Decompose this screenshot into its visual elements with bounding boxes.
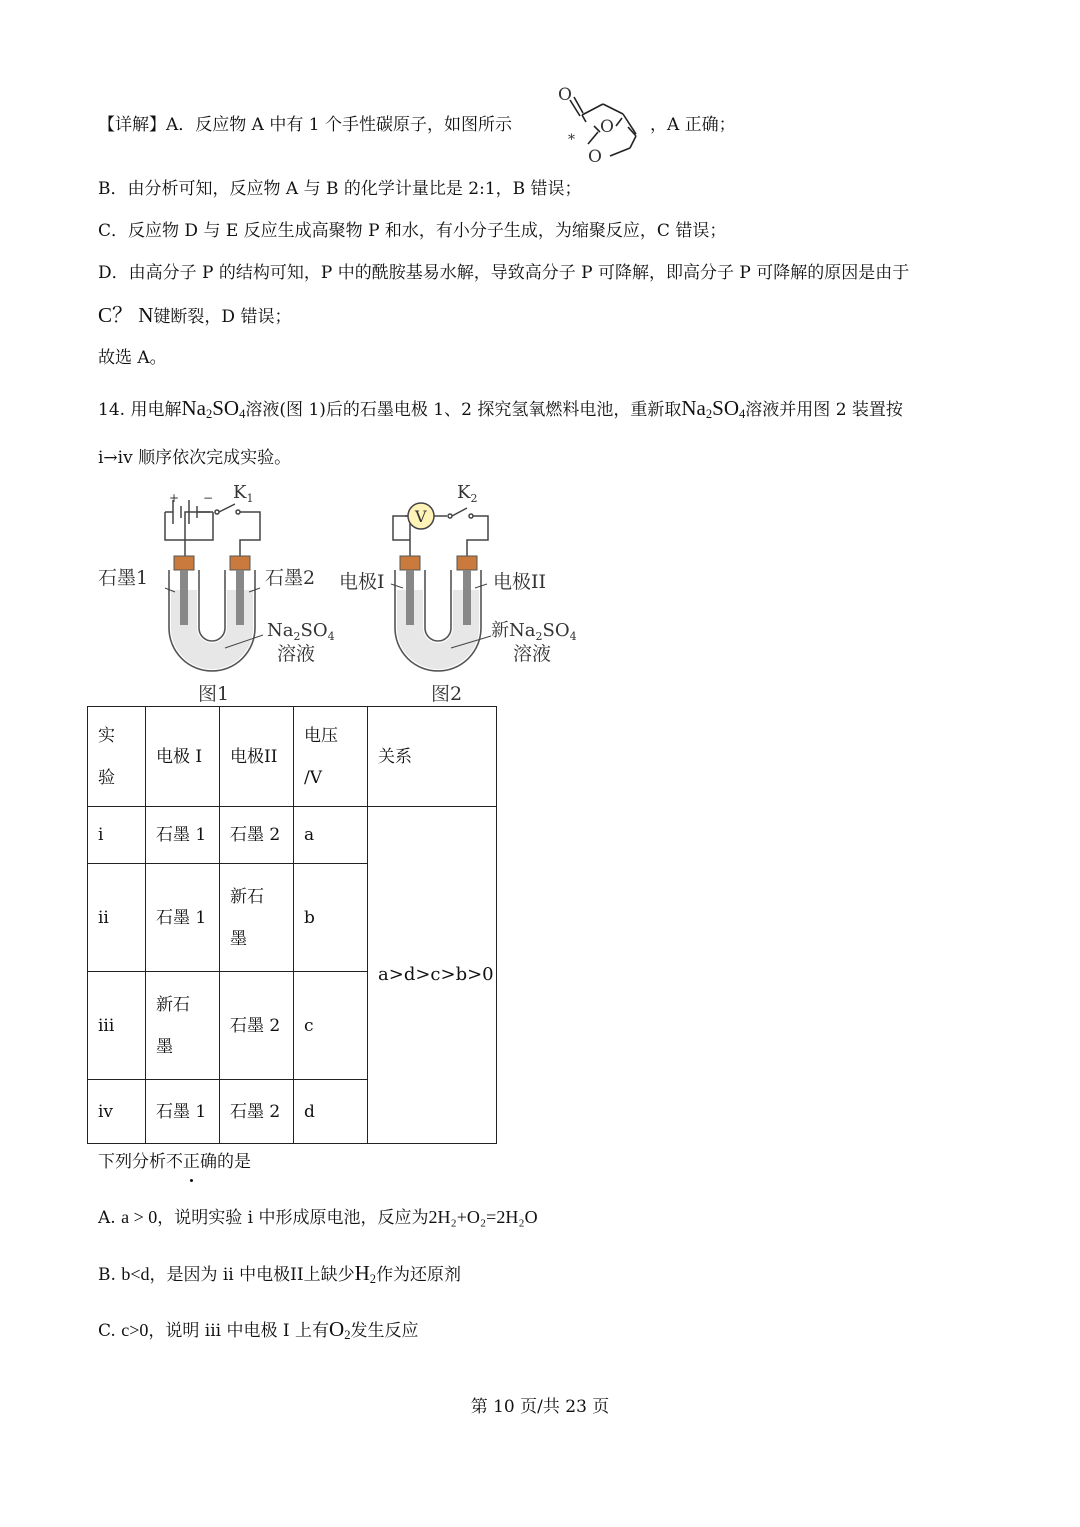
switch-k1-label: $K_1$: [233, 482, 254, 505]
row-exp: ii: [88, 864, 146, 972]
explain-line-a: [98, 113, 512, 137]
row-electrode-2: 石墨 2: [220, 807, 294, 864]
fig1-plus: +: [169, 491, 180, 505]
option-b: B. b<d，是因为 ii 中电极II上缺少$H_2$作为还原剂: [98, 1261, 462, 1286]
chiral-star: *: [568, 132, 575, 148]
explain-line-b: B．由分析可知，反应物 A 与 B 的化学计量比是 2:1，B 错误；: [98, 179, 582, 199]
explain-line-d: D．由高分子 P 的结构可知，P 中的酰胺基易水解，导致高分子 P 可降解，即高分子 P 可降解的原因是由于: [98, 263, 910, 283]
q14-text-c: 溶液并用图 2 装置按: [745, 400, 903, 420]
row-electrode-1: 石墨 1: [146, 864, 220, 972]
graphite-2-label: 石墨2: [265, 567, 316, 589]
q14-text-a: 14. 用电解: [98, 400, 182, 420]
molecule-o-top: O: [558, 85, 572, 105]
fig1-caption: 图1: [198, 683, 230, 705]
header-relation: 关系: [368, 707, 497, 807]
q14-text-b: 溶液(图 1)后的石墨电极 1、2 探究氢氧燃料电池，重新取: [245, 400, 682, 420]
apparatus-figure: [95, 480, 590, 705]
fig2-caption: 图2: [431, 683, 463, 705]
option-c-o2: $O_2$: [329, 1317, 351, 1342]
table-row: [88, 807, 497, 864]
option-a: A. a > 0，说明实验 i 中形成原电池，反应为2H₂+O₂=2H₂O: [98, 1207, 538, 1228]
fig2-solution-label: 溶液: [513, 643, 552, 665]
experiment-table: [87, 706, 497, 1144]
table-header-row: [88, 707, 497, 807]
header-electrode-2: 电极II: [220, 707, 294, 807]
option-a-equation: 2H₂+O₂=2H₂O: [428, 1207, 538, 1227]
question-14-line2: i→iv 顺序依次完成实验。: [98, 448, 292, 468]
row-exp: iv: [88, 1080, 146, 1144]
row-electrode-1: 新石 墨: [146, 972, 220, 1080]
page-footer: 第 10 页/共 23 页: [470, 1397, 610, 1417]
row-exp: iii: [88, 972, 146, 1080]
electrode-2-label: 电极II: [493, 571, 547, 593]
row-electrode-1: 石墨 1: [146, 807, 220, 864]
row-voltage: b: [294, 864, 368, 972]
row-voltage: a: [294, 807, 368, 864]
chiral-molecule-diagram: [548, 82, 648, 172]
fig1-solution-formula: $Na_2SO_4$: [267, 620, 335, 643]
row-voltage: d: [294, 1080, 368, 1144]
option-b-h2: $H_2$: [354, 1261, 377, 1286]
fig2-u-tube: [391, 556, 491, 671]
na2so4-formula-1: $Na_2SO_4$: [181, 396, 246, 421]
molecule-o-bottom: O: [588, 147, 602, 167]
molecule-o-ring: O: [600, 117, 614, 137]
electrode-1-label: 电极I: [339, 571, 385, 593]
explain-a-suffix: ，A 正确；: [650, 115, 736, 135]
fig1-solution-label: 溶液: [277, 643, 316, 665]
explain-d2-text: 键断裂，D 错误；: [153, 307, 292, 327]
fig2-circuit: [393, 503, 488, 556]
fig1-minus: −: [203, 491, 214, 505]
row-electrode-2: 石墨 2: [220, 972, 294, 1080]
question-prompt: 下列分析不正确的是: [98, 1152, 251, 1172]
relation-cell: a>d>c>b>0: [368, 807, 497, 1144]
fig1-u-tube: [165, 556, 263, 671]
row-electrode-1: 石墨 1: [146, 1080, 220, 1144]
row-voltage: c: [294, 972, 368, 1080]
emphasis-not-correct: 不正确: [166, 1152, 217, 1172]
graphite-1-label: 石墨1: [98, 567, 149, 589]
row-exp: i: [88, 807, 146, 864]
header-voltage: 电压 /V: [294, 707, 368, 807]
row-electrode-2: 石墨 2: [220, 1080, 294, 1144]
header-electrode-1: 电极 I: [146, 707, 220, 807]
fig1-circuit: [165, 500, 260, 562]
na2so4-formula-2: $Na_2SO_4$: [681, 396, 746, 421]
option-c: C. c>0，说明 iii 中电极 I 上有$O_2$发生反应: [98, 1317, 419, 1342]
question-14-line1: [98, 396, 903, 426]
fig2-solution-formula: 新$Na_2SO_4$: [491, 620, 577, 643]
explain-conclusion: 故选 A。: [98, 348, 167, 368]
explain-line-d2: [98, 303, 291, 329]
cn-bond: C？ N: [98, 303, 154, 327]
header-exp: 实 验: [88, 707, 146, 807]
explain-a-text: 【详解】A．反应物 A 中有 1 个手性碳原子，如图所示: [98, 115, 512, 135]
explain-line-c: C．反应物 D 与 E 反应生成高聚物 P 和水，有小分子生成，为缩聚反应，C 错误；: [98, 221, 727, 241]
voltmeter-label: V: [415, 507, 427, 526]
switch-k2-label: $K_2$: [457, 482, 478, 505]
row-electrode-2: 新石 墨: [220, 864, 294, 972]
